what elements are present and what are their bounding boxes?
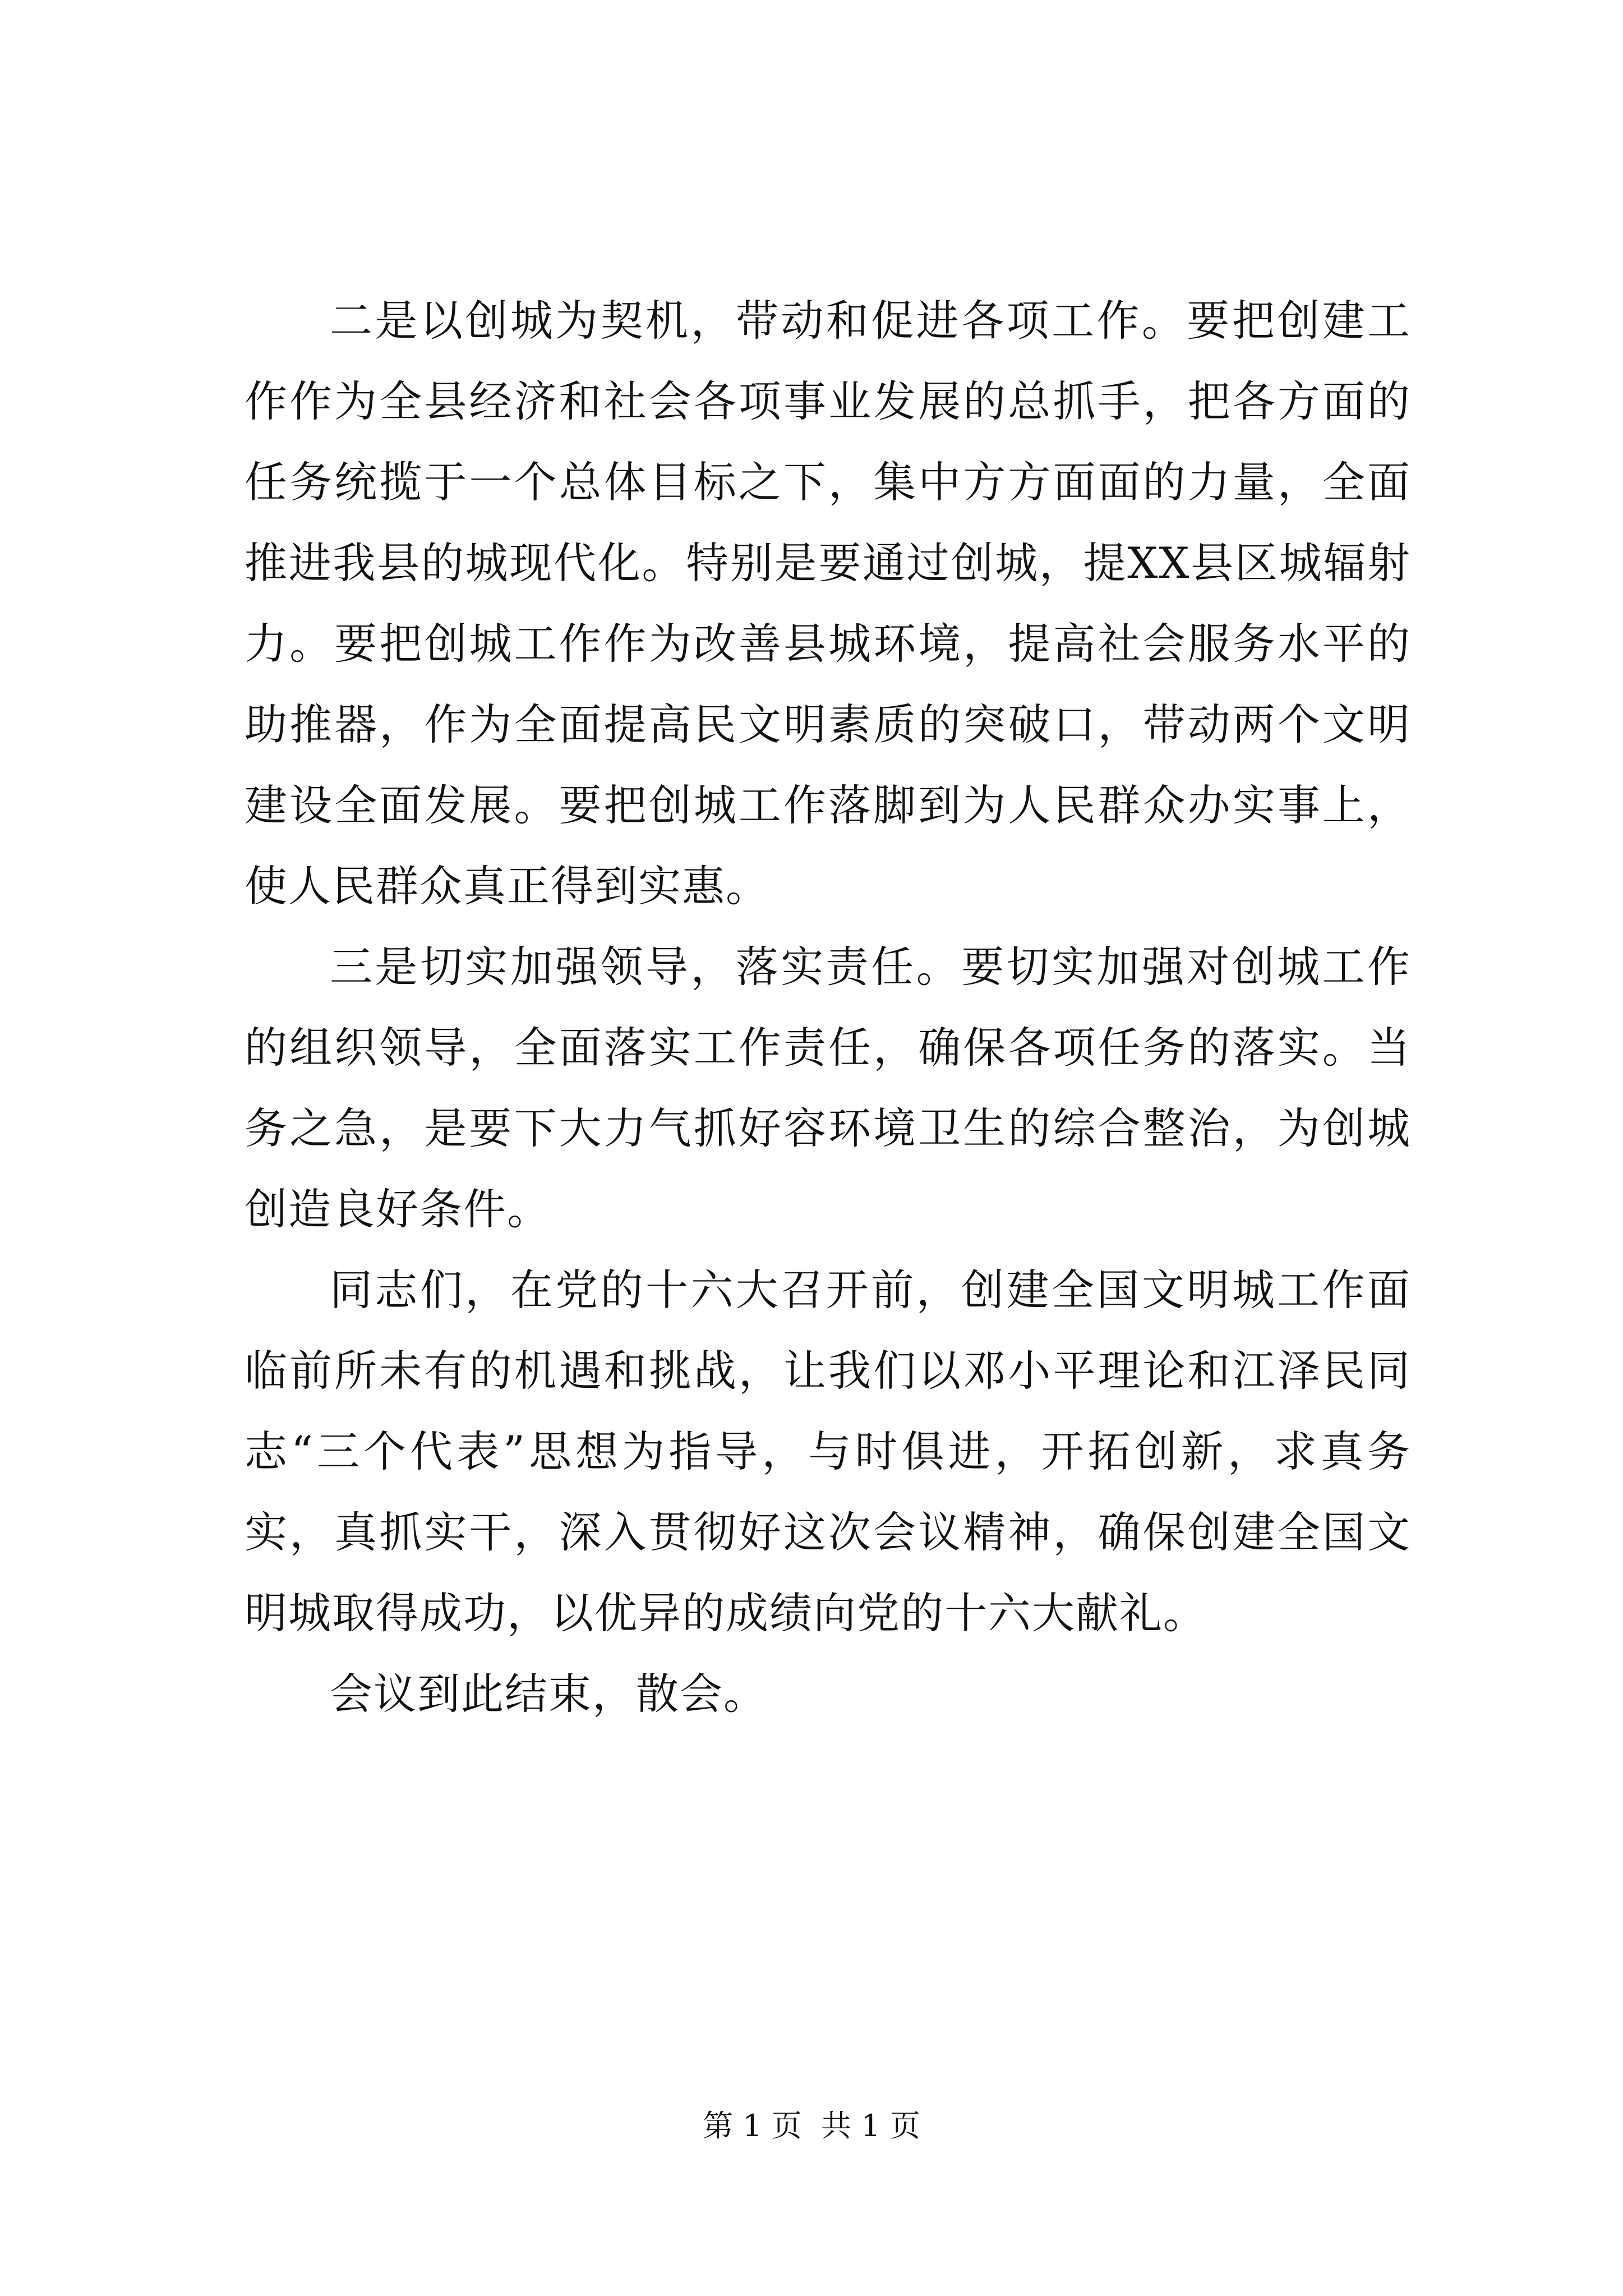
- paragraph-closing-remarks: 同志们，在党的十六大召开前，创建全国文明城工作面临前所未有的机遇和挑战，让我们以邓小平理论和江泽民同志“三个代表”思想为指导，与时俱进，开拓创新，求真务实，真抓实干，深入贯彻好这次会议精神，确保创建全国文明城取得成功，以优异的成绩向党的十六大献礼。: [245, 1265, 1411, 1638]
- document-body: [245, 280, 1411, 1734]
- paragraph-adjourn: 会议到此结束，散会。: [330, 1669, 767, 1719]
- paragraph-3: 三是切实加强领导，落实责任。要切实加强对创城工作的组织领导，全面落实工作责任，确保各项任务的落实。当务之急，是要下大力气抓好容环境卫生的综合整治，为创城创造良好条件。: [245, 942, 1411, 1234]
- page-footer: [0, 2106, 1623, 2146]
- paragraph-2: 二是以创城为契机，带动和促进各项工作。要把创建工作作为全县经济和社会各项事业发展的总抓手，把各方面的任务统揽于一个总体目标之下，集中方方面面的力量，全面推进我县的城现代化。特别是要通过创城，提XX县区城辐射力。要把创城工作作为改善县城环境，提高社会服务水平的助推器，作为全面提高民文明素质的突破口，带动两个文明建设全面发展。要把创城工作落脚到为人民群众办实事上，使人民群众真正得到实惠。: [245, 296, 1411, 911]
- page-number-label: 第 1 页 共 1 页: [703, 2108, 920, 2143]
